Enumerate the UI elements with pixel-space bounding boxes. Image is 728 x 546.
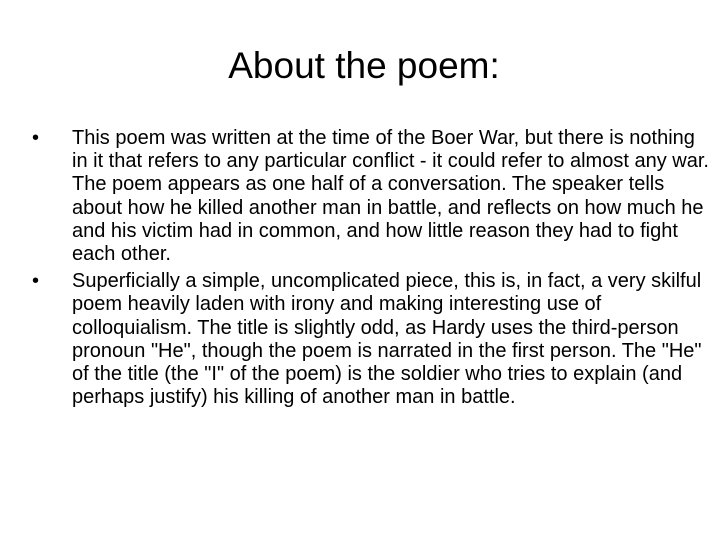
bullet-marker-icon: • xyxy=(32,127,40,149)
bullet-text: Superficially a simple, uncomplicated piece, this is, in fact, a very skilful poem heavily laden with irony and making interesting use of colloquialism. The title is slightly odd, as Hardy uses the third-person pronoun "He", though the poem is narrated in the first person. The "He" of the title (the "I" of the poem) is the soldier who tries to explain (and perhaps justify) his killing of another man in battle. xyxy=(72,270,702,409)
bullet-text: This poem was written at the time of the Boer War, but there is nothing in it that refers to any particular conflict - it could refer to almost any war. The poem appears as one half of a conversation. The speaker tells about how he killed another man in battle, and reflects on how much he and his victim had in common, and how little reason they had to fight each other. xyxy=(72,127,709,266)
bullet-list xyxy=(29,127,709,409)
bullet-marker-icon: • xyxy=(32,270,40,293)
slide-title: About the poem: xyxy=(228,45,500,86)
bullet-item xyxy=(29,270,709,409)
bullet-item xyxy=(29,127,709,266)
